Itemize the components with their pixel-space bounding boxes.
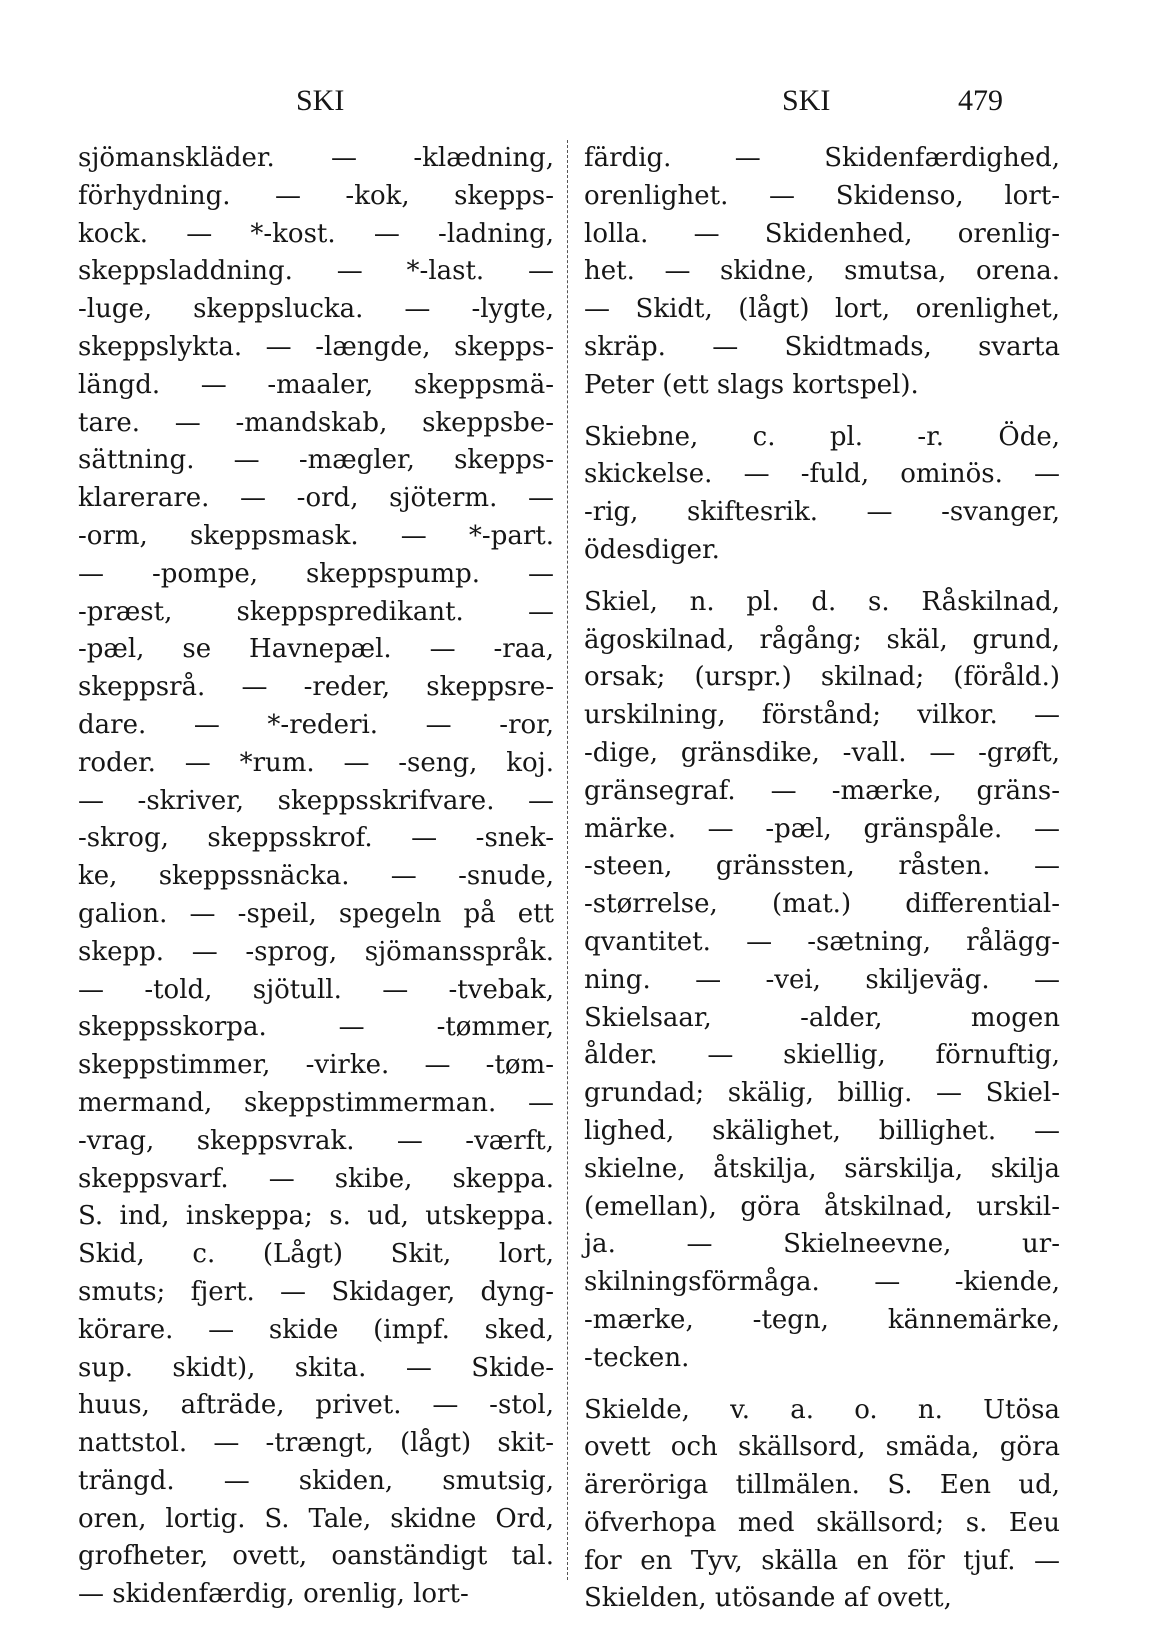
text-line: färdig. — Skidenfærdighed,	[584, 143, 1060, 173]
text-line: -vrag, skeppsvrak. — -værft,	[78, 1125, 554, 1156]
text-line: skräp. — Skidtmads, svarta	[584, 331, 1060, 362]
text-line: -skrog, skeppsskrof. — -snek-	[78, 823, 554, 854]
text-line: — -skriver, skeppsskrifvare. —	[78, 785, 554, 816]
text-line: — -told, sjötull. — -tvebak,	[78, 974, 554, 1005]
text-line: Skielden, utösande af ovett,	[584, 1583, 952, 1614]
text-line: lighed, skälighet, billighet. —	[584, 1115, 1060, 1146]
text-line: äreröriga tillmälen. S. Een ud,	[584, 1470, 1060, 1501]
text-line: orenlighet. — Skidenso, lort-	[584, 180, 1060, 211]
text-line: Skielsaar, -alder, mogen	[584, 1002, 1060, 1033]
text-line: lolla. — Skidenhed, orenlig-	[584, 218, 1060, 249]
text-line: mermand, skeppstimmerman. —	[78, 1087, 554, 1118]
text-line: klarerare. — -ord, sjöterm. —	[78, 483, 554, 514]
text-line: — -pompe, skeppspump. —	[78, 558, 554, 589]
header-guide-word-left: SKI	[296, 84, 345, 117]
text-line: kock. — *-kost. — -ladning,	[78, 218, 554, 249]
text-line: -tecken.	[584, 1342, 690, 1373]
page-number: 479	[958, 84, 1003, 117]
text-line: Skid, c. (Lågt) Skit, lort,	[78, 1239, 554, 1270]
text-line: het. — skidne, smutsa, orena.	[584, 256, 1060, 287]
text-line: skickelse. — -fuld, ominös. —	[584, 459, 1060, 490]
text-line: Skiel, n. pl. d. s. Råskilnad,	[584, 586, 1060, 617]
text-line: körare. — skide (impf. sked,	[78, 1314, 554, 1345]
text-line: trängd. — skiden, smutsig,	[78, 1465, 554, 1496]
text-line: längd. — -maaler, skeppsmä-	[78, 369, 554, 400]
text-line: -pæl, se Havnepæl. — -raa,	[78, 634, 554, 665]
text-line: skeppsskorpa. — -tømmer,	[78, 1012, 554, 1043]
text-line: qvantitet. — -sætning, rålägg-	[584, 926, 1060, 957]
text-line: nattstol. — -trængt, (lågt) skit-	[78, 1428, 554, 1459]
text-line: (emellan), göra åtskilnad, urskil-	[584, 1191, 1060, 1222]
text-line: ja. — Skielneevne, ur-	[584, 1229, 1060, 1260]
text-line: ke, skeppssnäcka. — -snude,	[78, 861, 554, 892]
text-line: orsak; (urspr.) skilnad; (föråld.)	[584, 662, 1060, 693]
text-line: skeppstimmer, -virke. — -tøm-	[78, 1050, 554, 1081]
text-line: gränsegraf. — -mærke, gräns-	[584, 775, 1060, 806]
text-line: -størrelse, (mat.) differential-	[584, 889, 1060, 920]
text-line: -luge, skeppslucka. — -lygte,	[78, 294, 554, 325]
text-line: Peter (ett slags kortspel).	[584, 369, 919, 400]
text-line: skeppsrå. — -reder, skeppsre-	[78, 672, 554, 703]
text-line: skeppsvarf. — skibe, skeppa.	[78, 1163, 554, 1194]
page-header	[0, 84, 1152, 124]
left-column	[78, 140, 554, 1610]
text-line: skielne, åtskilja, särskilja, skilja	[584, 1153, 1060, 1184]
entry-gap	[584, 405, 1060, 419]
text-line: Skielde, v. a. o. n. Utösa	[584, 1394, 1060, 1425]
text-line: skilningsförmåga. — -kiende,	[584, 1267, 1060, 1298]
text-line: -rig, skiftesrik. — -svanger,	[584, 497, 1060, 528]
right-column	[584, 140, 1060, 1614]
text-line: -præst, skeppspredikant. —	[78, 596, 554, 627]
text-line: tare. — -mandskab, skeppsbe-	[78, 407, 554, 438]
header-guide-word-right: SKI	[782, 84, 831, 117]
text-line: sup. skidt), skita. — Skide-	[78, 1352, 554, 1383]
text-line: skeppsladdning. — *-last. —	[78, 256, 554, 287]
text-line: ägoskilnad, rågång; skäl, grund,	[584, 624, 1060, 655]
text-line: oren, lortig. S. Tale, skidne Ord,	[78, 1503, 554, 1534]
text-line: urskilning, förstånd; vilkor. —	[584, 700, 1060, 731]
text-line: for en Tyv, skälla en för tjuf. —	[584, 1545, 1060, 1576]
text-line: S. ind, inskeppa; s. ud, utskeppa.	[78, 1201, 554, 1232]
text-line: förhydning. — -kok, skepps-	[78, 180, 554, 211]
text-line: -mærke, -tegn, kännemärke,	[584, 1304, 1060, 1335]
text-line: sjömanskläder. — -klædning,	[78, 143, 554, 173]
text-line: grundad; skälig, billig. — Skiel-	[584, 1078, 1060, 1109]
text-line: ålder. — skiellig, förnuftig,	[584, 1040, 1060, 1071]
text-line: — Skidt, (lågt) lort, orenlighet,	[584, 294, 1060, 325]
text-line: huus, afträde, privet. — -stol,	[78, 1390, 554, 1421]
text-line: ning. — -vei, skiljeväg. —	[584, 964, 1060, 995]
text-line: skeppslykta. — -længde, skepps-	[78, 331, 554, 362]
column-divider	[567, 140, 568, 1580]
text-line: Skiebne, c. pl. -r. Öde,	[584, 421, 1060, 452]
text-line: -orm, skeppsmask. — *-part.	[78, 520, 554, 551]
text-line: -dige, gränsdike, -vall. — -grøft,	[584, 737, 1060, 768]
text-line: ödesdiger.	[584, 534, 720, 565]
text-line: grofheter, ovett, oanständigt tal.	[78, 1541, 554, 1572]
text-line: dare. — *-rederi. — -ror,	[78, 709, 554, 740]
text-line: ovett och skällsord, smäda, göra	[584, 1432, 1060, 1463]
text-line: smuts; fjert. — Skidager, dyng-	[78, 1276, 554, 1307]
entry-gap	[584, 1378, 1060, 1392]
text-line: — skidenfærdig, orenlig, lort-	[78, 1579, 469, 1610]
entry-gap	[584, 570, 1060, 584]
text-line: märke. — -pæl, gränspåle. —	[584, 813, 1060, 844]
text-line: roder. — *rum. — -seng, koj.	[78, 747, 554, 778]
text-line: öfverhopa med skällsord; s. Eeu	[584, 1507, 1060, 1538]
text-line: -steen, gränssten, råsten. —	[584, 851, 1060, 882]
text-line: sättning. — -mægler, skepps-	[78, 445, 554, 476]
text-line: skepp. — -sprog, sjömansspråk.	[78, 936, 554, 967]
text-line: galion. — -speil, spegeln på ett	[78, 898, 554, 929]
